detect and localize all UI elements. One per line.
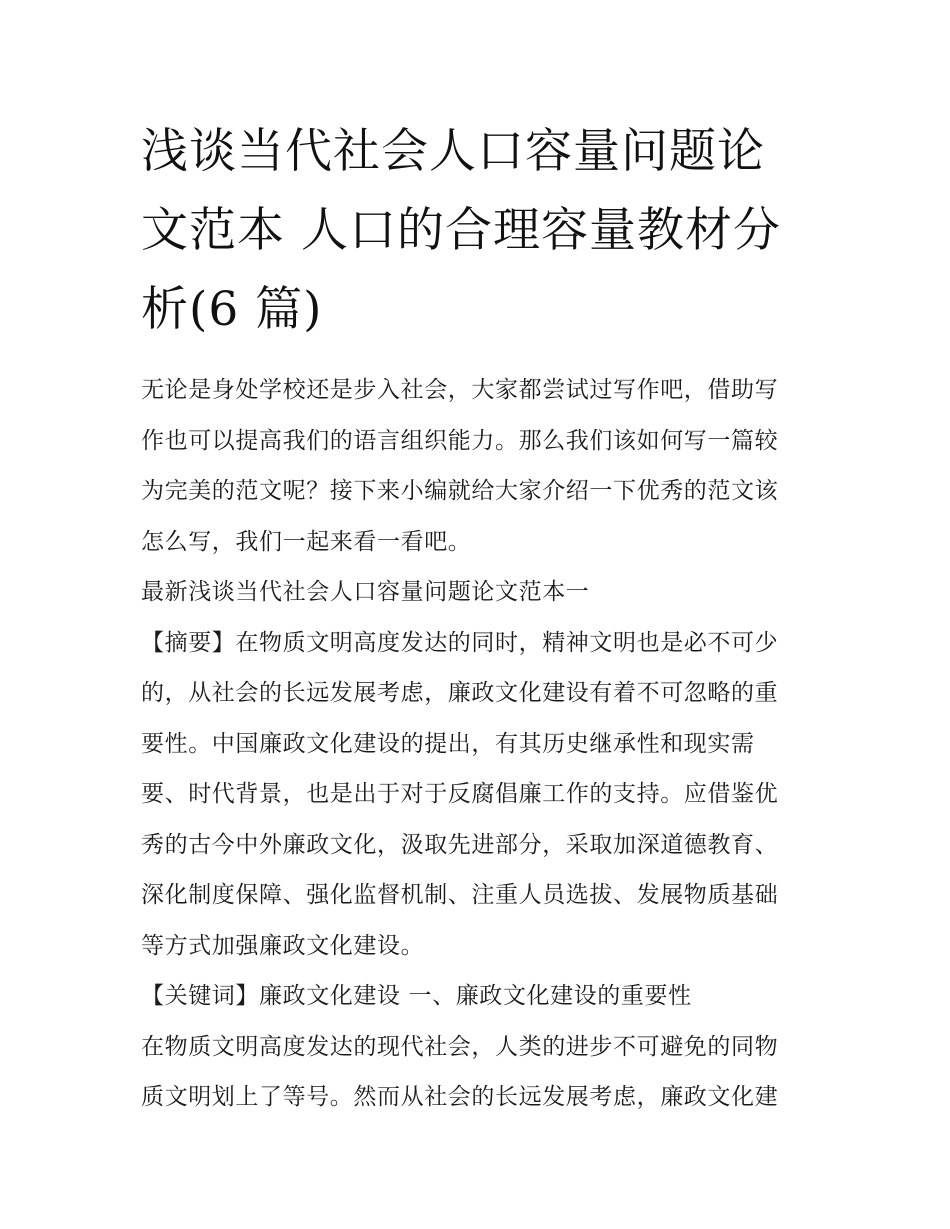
text-line: 怎么写，我们一起来看一看吧。 <box>141 528 472 555</box>
text-line: 为完美的范文呢？接下来小编就给大家介绍一下优秀的范文该 <box>141 478 779 504</box>
keywords-paragraph <box>141 971 813 1022</box>
text-line: 质文明划上了等号。然而从社会的长远发展考虑，廉政文化建 <box>141 1084 779 1110</box>
title-line: 文范本 人口的合理容量教材分 <box>141 203 781 258</box>
text-line: 等方式加强廉政文化建设。 <box>141 932 425 959</box>
title-line: 析(6 篇) <box>141 282 323 337</box>
text-line: 【关键词】廉政文化建设 一、廉政文化建设的重要性 <box>141 983 692 1009</box>
text-line: 的，从社会的长远发展考虑，廉政文化建设有着不可忽略的重 <box>141 680 779 706</box>
document-title <box>141 112 813 349</box>
text-line: 秀的古今中外廉政文化，汲取先进部分，采取加深道德教育、 <box>141 831 779 858</box>
title-line: 浅谈当代社会人口容量问题论 <box>141 124 765 179</box>
text-line: 最新浅谈当代社会人口容量问题论文范本一 <box>141 579 590 605</box>
document-page <box>141 112 813 1123</box>
text-line: 要、时代背景，也是出于对于反腐倡廉工作的支持。应借鉴优 <box>141 781 779 807</box>
text-line: 要性。中国廉政文化建设的提出，有其历史继承性和现实需 <box>141 730 755 757</box>
text-line: 深化制度保障、强化监督机制、注重人员选拔、发展物质基础 <box>141 882 779 908</box>
text-line: 【摘要】在物质文明高度发达的同时，精神文明也是必不可少 <box>141 629 779 656</box>
intro-paragraph <box>141 365 813 567</box>
text-line: 作也可以提高我们的语言组织能力。那么我们该如何写一篇较 <box>141 427 779 454</box>
text-line: 在物质文明高度发达的现代社会，人类的进步不可避免的同物 <box>141 1033 779 1060</box>
body-paragraph <box>141 1022 813 1123</box>
document-body <box>141 365 813 1123</box>
abstract-paragraph <box>141 618 813 972</box>
text-line: 无论是身处学校还是步入社会，大家都尝试过写作吧，借助写 <box>141 377 779 403</box>
section-heading <box>141 567 813 618</box>
